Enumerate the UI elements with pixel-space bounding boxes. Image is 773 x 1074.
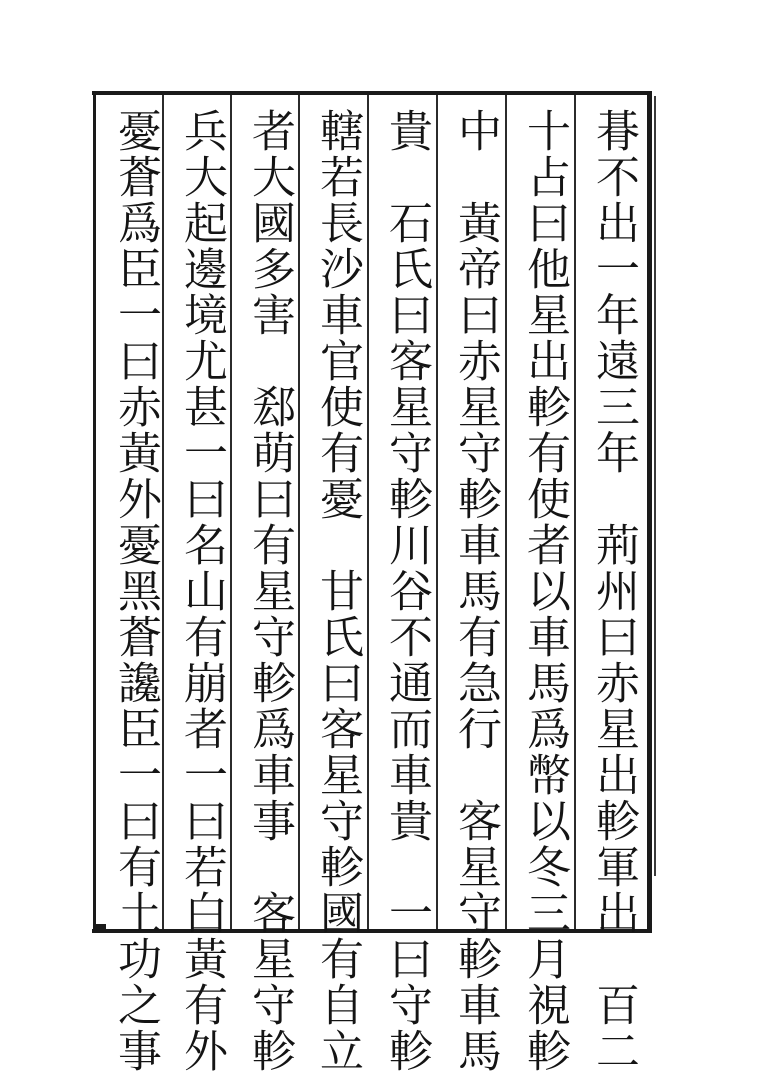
column-rule bbox=[367, 95, 369, 929]
ink-blot bbox=[96, 924, 106, 932]
text-column-5: 轄若長沙車官使有憂 甘氏曰客星守軫國有自立 bbox=[312, 108, 363, 1074]
text-column-1: 朞不出一年遠三年 荊州曰赤星出軫軍出 百二 bbox=[588, 108, 639, 1074]
column-rule bbox=[505, 95, 507, 929]
frame-right-border bbox=[647, 91, 652, 933]
text-column-8: 憂蒼爲臣一曰赤黃外憂黑蒼讒臣一曰有土功之事 bbox=[110, 108, 161, 1074]
column-rule bbox=[436, 95, 438, 929]
text-column-6: 者大國多害 郄萌曰有星守軫爲車事 客星守軫 bbox=[244, 108, 295, 1074]
column-rule bbox=[298, 95, 300, 929]
text-column-7: 兵大起邊境尤甚一曰名山有崩者一曰若白黃有外 bbox=[176, 108, 227, 1074]
text-column-3: 中 黃帝曰赤星守軫車馬有急行 客星守軫車馬 bbox=[450, 108, 501, 1074]
column-rule bbox=[230, 95, 232, 929]
text-column-4: 貴 石氏曰客星守軫川谷不通而車貴 一曰守軫 bbox=[381, 108, 432, 1074]
text-column-2: 十占曰他星出軫有使者以車馬爲幣以冬三月視軫 bbox=[519, 108, 570, 1074]
frame-top-border bbox=[92, 91, 652, 95]
page-edge-line bbox=[654, 96, 656, 876]
column-rule bbox=[574, 95, 576, 929]
